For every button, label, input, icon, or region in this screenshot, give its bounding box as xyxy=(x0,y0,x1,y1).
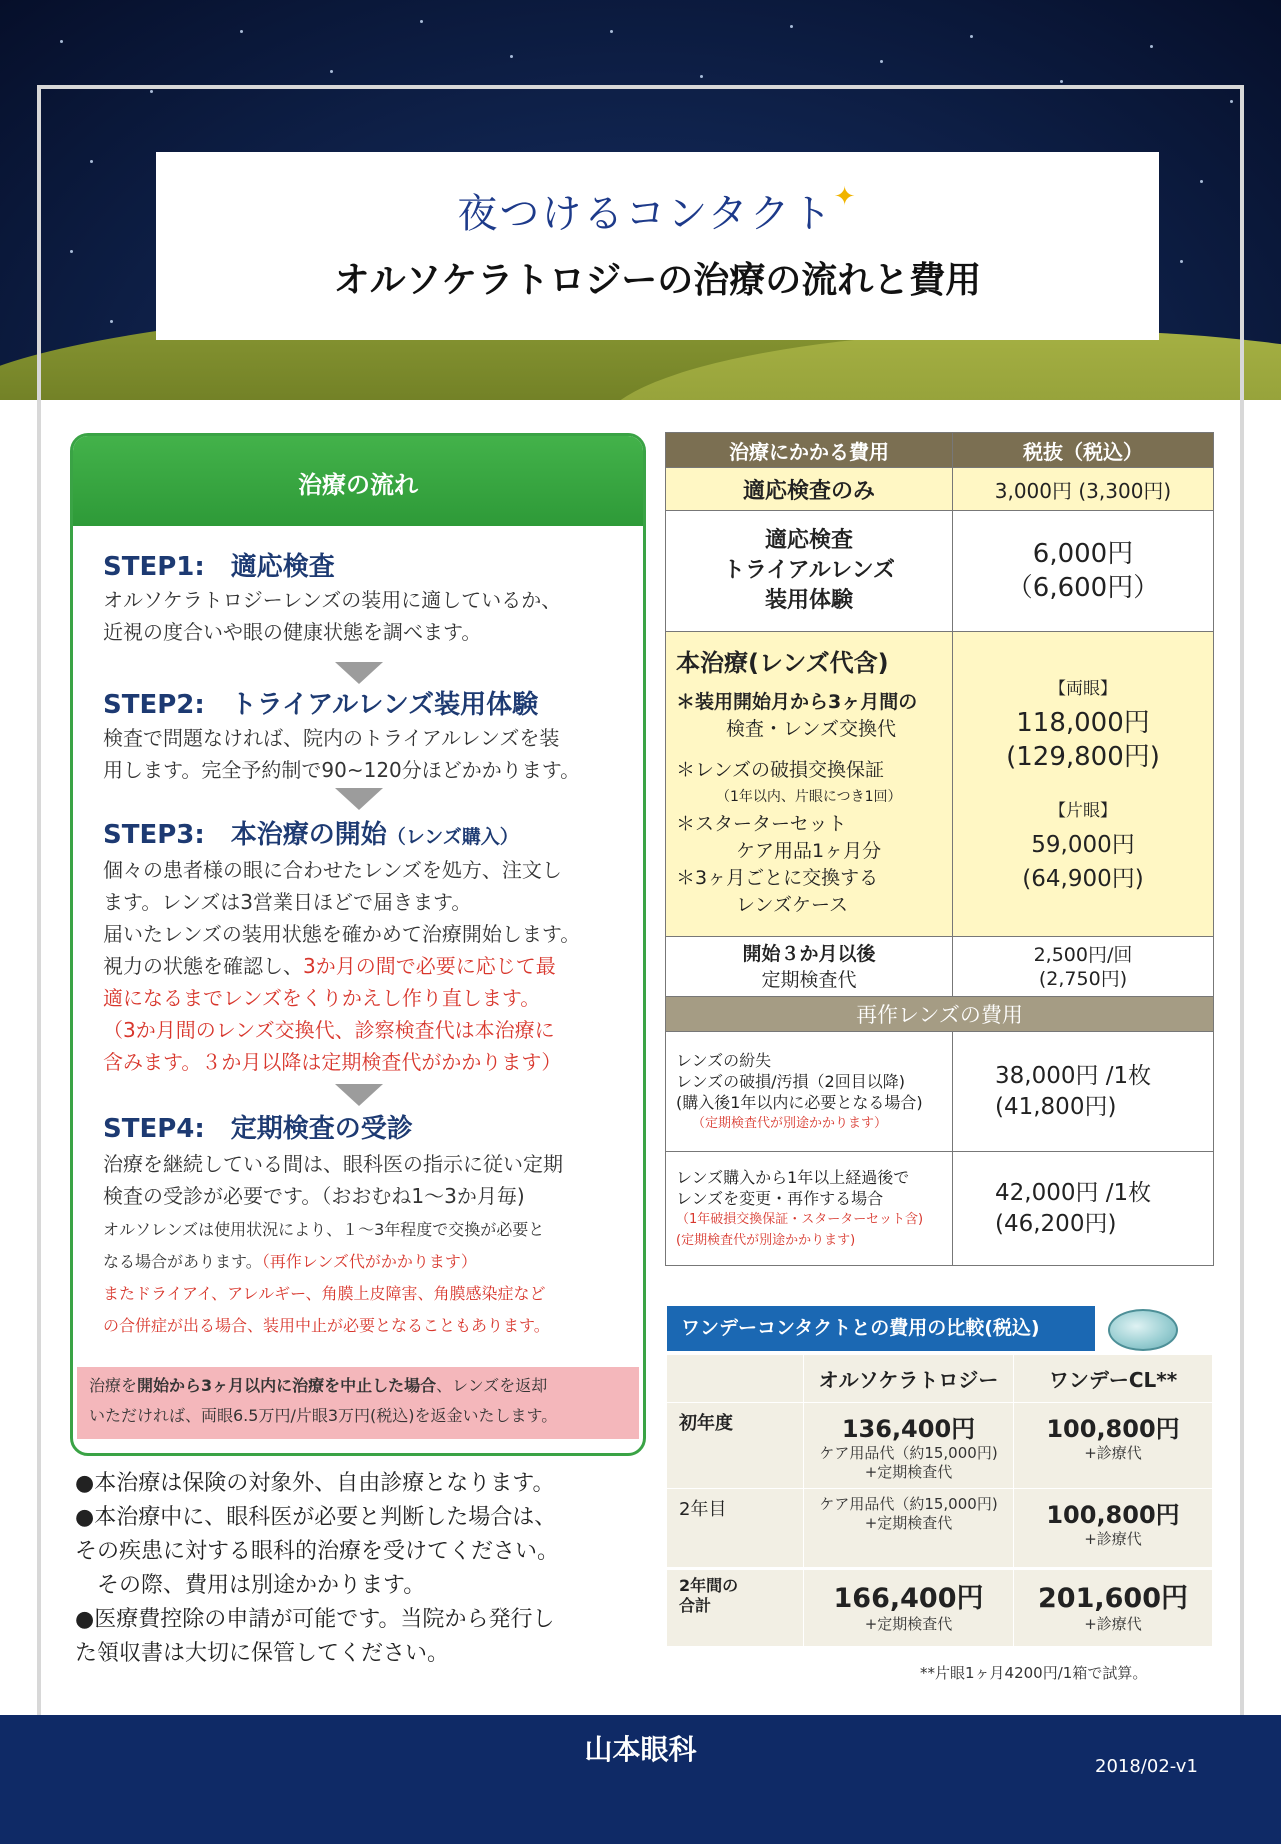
step3-title: STEP3: 本治療の開始（レンズ購入） xyxy=(103,820,519,850)
step4-title: STEP4: 定期検査の受診 xyxy=(103,1114,413,1144)
header-cell: 税抜（税込） xyxy=(953,433,1214,468)
flow-heading: 治療の流れ xyxy=(73,436,643,526)
compare-heading: ワンデーコンタクトとの費用の比較(税込) xyxy=(667,1306,1095,1351)
col-header: オルソケラトロジー xyxy=(804,1355,1014,1403)
step4-text: 治療を継続している間は、眼科医の指示に従い定期 検査の受診が必要です。（おおむね1～3か月毎) xyxy=(103,1152,563,1208)
table-cell: 3,000円 (3,300円) xyxy=(953,468,1214,511)
step1-title: STEP1: 適応検査 xyxy=(103,552,335,582)
table-cell: 166,400円 +定期検査代 xyxy=(804,1569,1014,1647)
table-cell: 開始３か月以後 定期検査代 xyxy=(666,937,953,997)
table-cell: 適応検査のみ xyxy=(666,468,953,511)
row-label: 2年間の 合計 xyxy=(667,1569,804,1647)
notes-list: ●本治療は保険の対象外、自由診療となります。 ●本治療中に、眼科医が必要と判断した場合は、 その疾患に対する眼科的治療を受けてください。 その際、費用は別途かかります。 ●医療費控除の申請が可能です。当院から発行し た領収書は大切に保管してください。 xyxy=(75,1471,560,1666)
table-cell: 201,600円 +診療代 xyxy=(1014,1569,1213,1647)
down-arrow-icon xyxy=(335,1084,383,1106)
star-icon: ✦ xyxy=(833,182,858,212)
cost-table xyxy=(665,432,1214,1266)
table-cell: 100,800円 +診療代 xyxy=(1014,1403,1213,1489)
table-cell: レンズ購入から1年以上経過後で レンズを変更・再作する場合 （1年破損交換保証・スターターセット含) (定期検査代が別途かかります) xyxy=(666,1152,953,1266)
table-cell: 2,500円/回 (2,750円) xyxy=(953,937,1214,997)
step2-title: STEP2: トライアルレンズ装用体験 xyxy=(103,690,539,720)
version-label: 2018/02-v1 xyxy=(1095,1756,1198,1777)
row-label: 初年度 xyxy=(667,1403,804,1489)
table-cell: 100,800円 +診療代 xyxy=(1014,1489,1213,1569)
page-title: オルソケラトロジーの治療の流れと費用 xyxy=(333,260,982,301)
table-cell: ケア用品代（約15,000円) +定期検査代 xyxy=(804,1489,1014,1569)
table-cell: 適応検査 トライアルレンズ 装用体験 xyxy=(666,511,953,632)
col-header: ワンデーCL** xyxy=(1014,1355,1213,1403)
step2-text: 検査で問題なければ、院内のトライアルレンズを装 用します。完全予約制で90~120分ほどかかります。 xyxy=(103,726,581,782)
compare-table xyxy=(666,1354,1213,1647)
remake-heading: 再作レンズの費用 xyxy=(666,997,1214,1032)
table-cell: 42,000円 /1枚 (46,200円) xyxy=(953,1152,1214,1266)
logo: 夜つけるコンタクト✦ xyxy=(457,182,858,237)
table-cell: 6,000円 （6,600円） xyxy=(953,511,1214,632)
down-arrow-icon xyxy=(335,662,383,684)
step1-text: オルソケラトロジーレンズの装用に適しているか、 近視の度合いや眼の健康状態を調べます。 xyxy=(103,588,562,644)
treatment-flow-panel xyxy=(70,433,646,1456)
title-box xyxy=(156,152,1159,340)
table-cell: 136,400円 ケア用品代（約15,000円) +定期検査代 xyxy=(804,1403,1014,1489)
table-cell: 【両眼】 118,000円 (129,800円) 【片眼】 59,000円 (64,900円) xyxy=(953,632,1214,937)
table-cell: 本治療(レンズ代含) ＊装用開始月から3ヶ月間の 検査・レンズ交換代 ＊レンズの破損交換保証 （1年以内、片眼につき1回） ＊スターターセット ケア用品1ヶ月分 ＊3ヶ月ごとに交換する レンズケース xyxy=(666,632,953,937)
row-label: 2年目 xyxy=(667,1489,804,1569)
contact-lens-icon xyxy=(1108,1309,1178,1351)
table-cell: レンズの紛失 レンズの破損/汚損（2回目以降) (購入後1年以内に必要となる場合) （定期検査代が別途かかります） xyxy=(666,1032,953,1152)
header-cell: 治療にかかる費用 xyxy=(666,433,953,468)
refund-note: 治療を開始から3ヶ月以内に治療を中止した場合、レンズを返却 いただければ、両眼6.5万円/片眼3万円(税込)を返金いたします。 xyxy=(77,1367,639,1439)
step4-notes: オルソレンズは使用状況により、１～3年程度で交換が必要と なる場合があります。（再作レンズ代がかかります） またドライアイ、アレルギー、角膜上皮障害、角膜感染症など の合併症が出る場合、装用中止が必要となることもあります。 xyxy=(103,1220,550,1335)
step3-text: 個々の患者様の眼に合わせたレンズを処方、注文し ます。レンズは3営業日ほどで届きます。 届いたレンズの装用状態を確かめて治療開始します。 視力の状態を確認し、3か月の間で必要に応じて最 適になるまでレンズをくりかえし作り直します。 （3か月間のレンズ交換代、診察検査代は本治療に 含みます。３か月以降は定期検査代がかかります） xyxy=(103,858,581,1074)
clinic-name: 山本眼科 xyxy=(584,1733,697,1766)
table-cell: 38,000円 /1枚 (41,800円) xyxy=(953,1032,1214,1152)
down-arrow-icon xyxy=(335,788,383,810)
footnote: **片眼1ヶ月4200円/1箱で試算。 xyxy=(920,1664,1148,1682)
